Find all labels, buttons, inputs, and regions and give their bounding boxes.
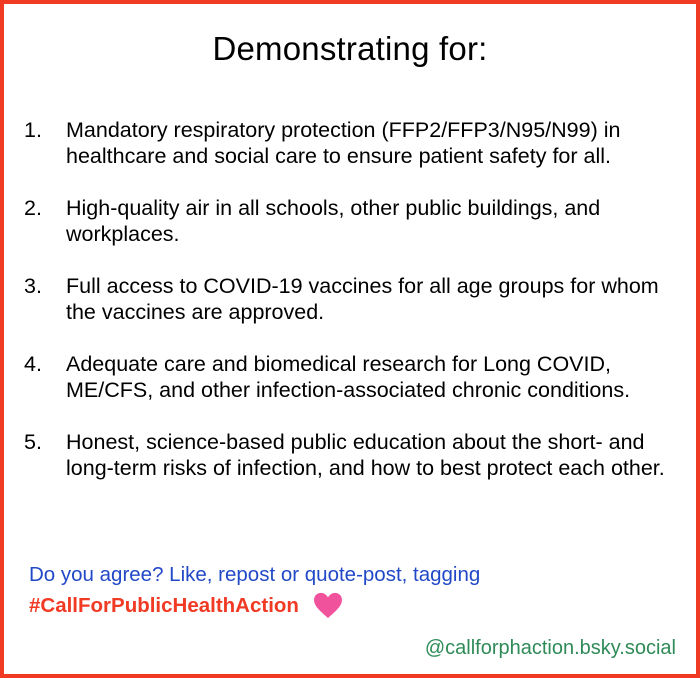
list-item [24,195,692,247]
item-number: 2. [24,196,42,220]
item-text: Full access to COVID-19 vaccines for all age groups for whom the vaccines are approved. [66,274,659,324]
list-item [24,351,692,403]
list-item [24,117,692,169]
social-handle: @callforphaction.bsky.social [424,637,676,659]
heart-icon [313,592,343,619]
item-number: 1. [24,118,42,142]
hashtag-row [29,592,343,619]
item-text: Mandatory respiratory protection (FFP2/FFP3/N95/N99) in healthcare and social care to ensure patient safety for all. [66,118,621,168]
list-item [24,273,692,325]
item-text: Honest, science-based public education about the short- and long-term risks of infection, and how to best protect each other. [66,430,665,480]
item-text: Adequate care and biomedical research for Long COVID, ME/CFS, and other infection-associated chronic conditions. [66,352,631,402]
page-title: Demonstrating for: [212,30,488,67]
item-number: 4. [24,352,42,376]
item-text: High-quality air in all schools, other public buildings, and workplaces. [66,196,601,246]
item-number: 3. [24,274,42,298]
demands-list [24,117,692,507]
list-item [24,429,692,481]
call-to-action: Do you agree? Like, repost or quote-post, tagging [29,563,481,586]
item-number: 5. [24,430,42,454]
hashtag: #CallForPublicHealthAction [29,593,299,617]
